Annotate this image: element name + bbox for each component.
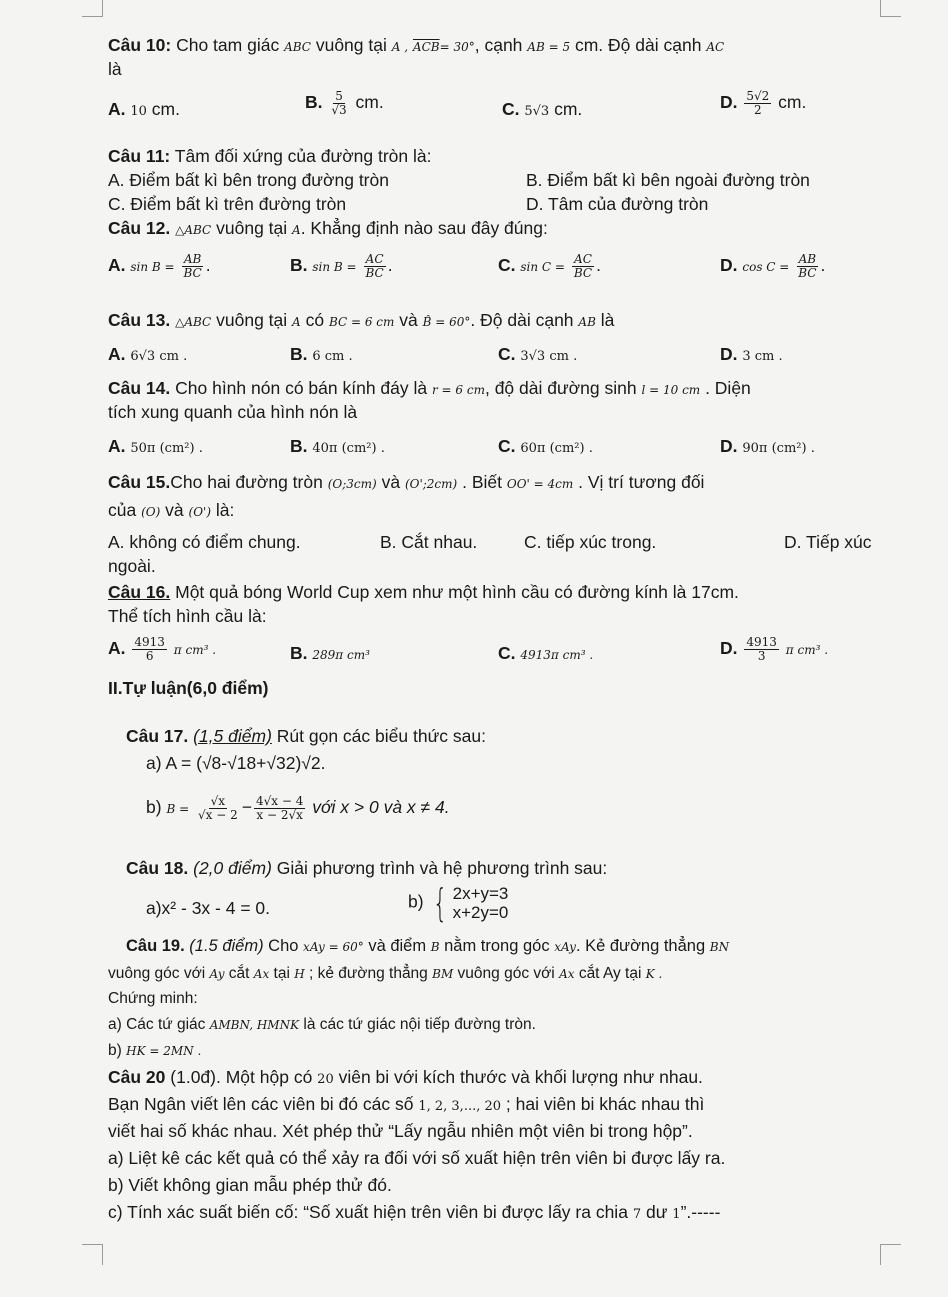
q13-option-b: B. 6 cm . — [290, 344, 353, 364]
q12-option-a: A. sin B = $\frac{AB}{BC}$ . — [108, 252, 211, 280]
q10-stem-cont: là — [108, 59, 122, 79]
system-brace: { — [433, 881, 448, 925]
q20-part-a: a) Liệt kê các kết quả có thể xảy ra đối với số xuất hiện trên viên bi được lấy ra. — [108, 1148, 726, 1168]
q13-option-d: D. 3 cm . — [720, 344, 783, 364]
corner-mark-top-left — [82, 0, 103, 17]
q15-option-a: A. không có điểm chung. — [108, 532, 301, 552]
q13-stem: Câu 13. △ABC vuông tại A có BC = 6 cm và B̂ = 60°. Độ dài cạnh AB là — [108, 310, 615, 330]
q14-option-b: B. 40π (cm²) . — [290, 436, 385, 456]
q11-option-d: D. Tâm của đường tròn — [526, 194, 709, 214]
corner-mark-top-right — [880, 0, 901, 17]
q15-stem: Câu 15.Cho hai đường tròn (O;3cm) và (O';2cm) . Biết OO' = 4cm . Vị trí tương đối — [108, 472, 705, 492]
q16-option-a: A. $\frac{4913}{6}$ π cm³ . — [108, 635, 217, 663]
q20-stem-line2: Bạn Ngân viết lên các viên bi đó các số 1, 2, 3,..., 20 ; hai viên bi khác nhau thì — [108, 1094, 705, 1114]
corner-mark-bottom-left — [82, 1244, 103, 1265]
q19-stem-cont: vuông góc với Ay cắt Ax tại H ; kẻ đường thẳng BM vuông góc với Ax cắt Ay tại K . — [108, 965, 663, 982]
q16-option-c: C. 4913π cm³ . — [498, 643, 594, 663]
q10-option-c: C. 5√3 cm. — [502, 99, 583, 119]
q14-stem: Câu 14. Cho hình nón có bán kính đáy là r = 6 cm, độ dài đường sinh l = 10 cm . Diện — [108, 378, 751, 398]
q11-stem: Câu 11: Tâm đối xứng của đường tròn là: — [108, 146, 432, 166]
corner-mark-bottom-right — [880, 1244, 901, 1265]
q13-option-a: A. 6√3 cm . — [108, 344, 188, 364]
q15-stem-cont: của (O) và (O') là: — [108, 500, 235, 520]
q17-stem: Câu 17. (1,5 điểm) Rút gọn các biểu thức sau: — [126, 726, 486, 746]
q12-stem: Câu 12. △ABC vuông tại A. Khẳng định nào sau đây đúng: — [108, 218, 548, 238]
q16-option-d: D. $\frac{4913}{3}$ π cm³ . — [720, 635, 829, 663]
q14-option-d: D. 90π (cm²) . — [720, 436, 815, 456]
q14-option-c: C. 60π (cm²) . — [498, 436, 593, 456]
q19-part-a: a) Các tứ giác AMBN, HMNK là các tứ giác nội tiếp đường tròn. — [108, 1016, 536, 1033]
q15-option-c: C. tiếp xúc trong. — [524, 532, 657, 552]
q18-part-a: a)x² - 3x - 4 = 0. — [146, 898, 270, 918]
q10-stem: Câu 10: Cho tam giác ABC vuông tại A , $\overline{ACB}= 30^\circ$, cạnh AB = 5 cm. Độ dài cạnh AC — [108, 35, 725, 55]
q14-option-a: A. 50π (cm²) . — [108, 436, 203, 456]
q14-stem-cont: tích xung quanh của hình nón là — [108, 402, 358, 422]
q18-stem: Câu 18. (2,0 điểm) Giải phương trình và hệ phương trình sau: — [126, 858, 608, 878]
q20-stem-line3: viết hai số khác nhau. Xét phép thử “Lấy ngẫu nhiên một viên bi trong hộp”. — [108, 1121, 693, 1141]
q12-option-d: D. cos C = $\frac{AB}{BC}$ . — [720, 252, 826, 280]
q20-part-c: c) Tính xác suất biến cố: “Số xuất hiện trên viên bi được lấy ra chia 7 dư 1”.----- — [108, 1202, 721, 1222]
q16-stem: Câu 16. Một quả bóng World Cup xem như một hình cầu có đường kính là 17cm. — [108, 582, 739, 602]
q18-part-b: b) { 2x+y=3 x+2y=0 — [408, 881, 509, 925]
q20-part-b: b) Viết không gian mẫu phép thử đó. — [108, 1175, 392, 1195]
q16-stem-cont: Thể tích hình cầu là: — [108, 606, 267, 626]
q11-option-c: C. Điểm bất kì trên đường tròn — [108, 194, 347, 214]
q15-option-d-cont: ngoài. — [108, 556, 156, 576]
q19-prove: Chứng minh: — [108, 990, 198, 1007]
q12-option-c: C. sin C = $\frac{AC}{BC}$ . — [498, 252, 601, 280]
q11-option-a: A. Điểm bất kì bên trong đường tròn — [108, 170, 389, 190]
q10-option-d: D. $\frac{5√2}{2}$ cm. — [720, 89, 807, 117]
q16-option-b: B. 289π cm³ — [290, 643, 370, 663]
q20-stem: Câu 20 (1.0đ). Một hộp có 20 viên bi với kích thước và khối lượng như nhau. — [108, 1067, 703, 1087]
q17-part-a: a) A = (√8-√18+√32)√2. — [146, 753, 326, 773]
q11-option-b: B. Điểm bất kì bên ngoài đường tròn — [526, 170, 810, 190]
q19-part-b: b) HK = 2MN . — [108, 1042, 202, 1059]
part2-heading: II.Tự luận(6,0 điểm) — [108, 678, 269, 698]
q19-stem: Câu 19. (1.5 điểm) Cho xAy = 60° và điểm B nằm trong góc xAy. Kẻ đường thẳng BN — [126, 937, 730, 955]
q13-option-c: C. 3√3 cm . — [498, 344, 578, 364]
q10-option-a: A. 10 cm. — [108, 99, 180, 119]
q17-part-b: b) B = $\frac{√x}{√x - 2}$ − $\frac{4√x - 4}{x - 2√x}$ với x > 0 và x ≠ 4. — [146, 794, 450, 822]
q15-option-b: B. Cắt nhau. — [380, 532, 478, 552]
q10-option-b: B. $\frac{5}{√3}$ cm. — [305, 89, 384, 117]
q15-option-d: D. Tiếp xúc — [784, 532, 872, 552]
q12-option-b: B. sin B = $\frac{AC}{BC}$ . — [290, 252, 393, 280]
